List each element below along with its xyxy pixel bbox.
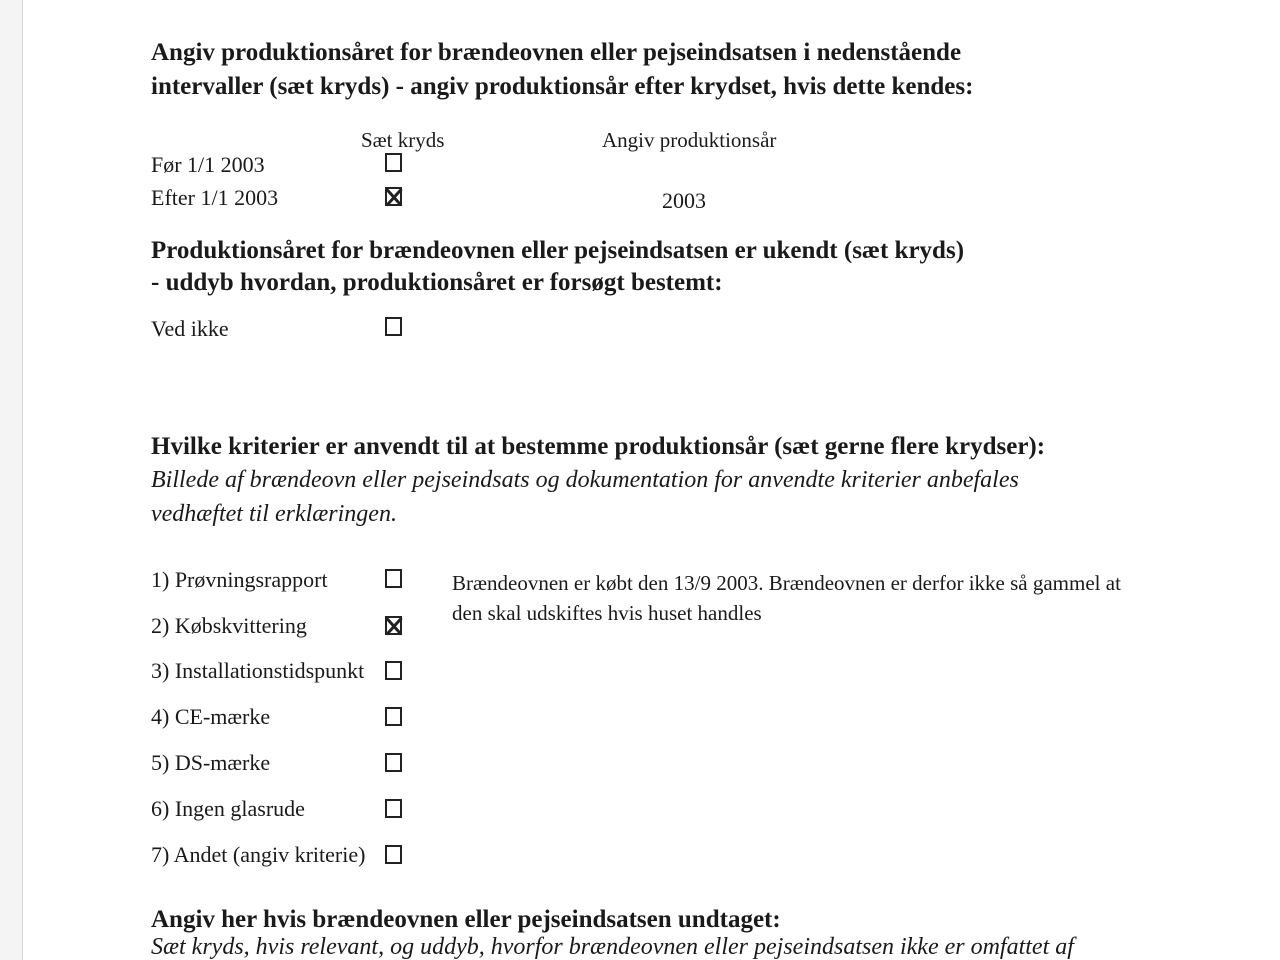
criterion-checkbox[interactable] bbox=[385, 661, 402, 680]
criterion-checkbox[interactable] bbox=[385, 753, 402, 772]
criterion-checkbox[interactable] bbox=[385, 569, 402, 588]
section3-italic-line1: Billede af brændeovn eller pejseindsats og dokumentation for anvendte kriterier anbefales bbox=[151, 467, 1019, 493]
section4-heading: Angiv her hvis brændeovnen eller pejseindsatsen undtaget: bbox=[151, 906, 781, 933]
section3-heading: Hvilke kriterier er anvendt til at bestemme produktionsår (sæt gerne flere krydser): bbox=[151, 433, 1046, 460]
section2-heading-line1: Produktionsåret for brændeovnen eller pejseindsatsen er ukendt (sæt kryds) bbox=[151, 237, 965, 264]
criterion-label: 2) Købskvittering bbox=[151, 613, 307, 638]
checkbox-after-2003[interactable] bbox=[385, 187, 402, 206]
row-label-before-2003: Før 1/1 2003 bbox=[151, 152, 265, 177]
section4-italic-line1: Sæt kryds, hvis relevant, og uddyb, hvorfor brændeovnen eller pejseindsatsen ikke er omfattet af bbox=[151, 934, 1074, 960]
criterion-checkbox[interactable] bbox=[385, 707, 402, 726]
row-label-after-2003: Efter 1/1 2003 bbox=[151, 185, 279, 210]
section1-heading-line1: Angiv produktionsåret for brændeovnen eller pejseindsatsen i nedenstående bbox=[151, 39, 962, 66]
section1-heading-line2: intervaller (sæt kryds) - angiv produktionsår efter krydset, hvis dette kendes: bbox=[151, 73, 974, 100]
column-header-year: Angiv produktionsår bbox=[602, 128, 777, 152]
criterion-label: 5) DS-mærke bbox=[151, 750, 271, 775]
criterion-label: 4) CE-mærke bbox=[151, 704, 271, 729]
document-page bbox=[22, 0, 1280, 960]
year-after-2003: 2003 bbox=[662, 188, 706, 213]
criterion-checkbox[interactable] bbox=[385, 799, 402, 818]
checkbox-unknown[interactable] bbox=[385, 317, 402, 336]
checkbox-before-2003[interactable] bbox=[385, 153, 402, 172]
criterion-label: 6) Ingen glasrude bbox=[151, 796, 305, 821]
criterion-checkbox[interactable] bbox=[385, 845, 402, 864]
criteria-note: Brændeovnen er købt den 13/9 2003. Brændeovnen er derfor ikke så gammel at den skal udskiftes hvis huset handles bbox=[452, 571, 1121, 625]
criterion-checkbox[interactable] bbox=[385, 616, 402, 635]
criterion-label: 7) Andet (angiv kriterie) bbox=[151, 842, 366, 867]
criterion-label: 1) Prøvningsrapport bbox=[151, 567, 328, 592]
row-label-unknown: Ved ikke bbox=[151, 316, 229, 341]
criterion-label: 3) Installationstidspunkt bbox=[151, 658, 365, 683]
column-header-check: Sæt kryds bbox=[361, 128, 445, 152]
section2-heading-line2: - uddyb hvordan, produktionsåret er forsøgt bestemt: bbox=[151, 269, 723, 296]
section3-italic-line2: vedhæftet til erklæringen. bbox=[151, 501, 397, 527]
